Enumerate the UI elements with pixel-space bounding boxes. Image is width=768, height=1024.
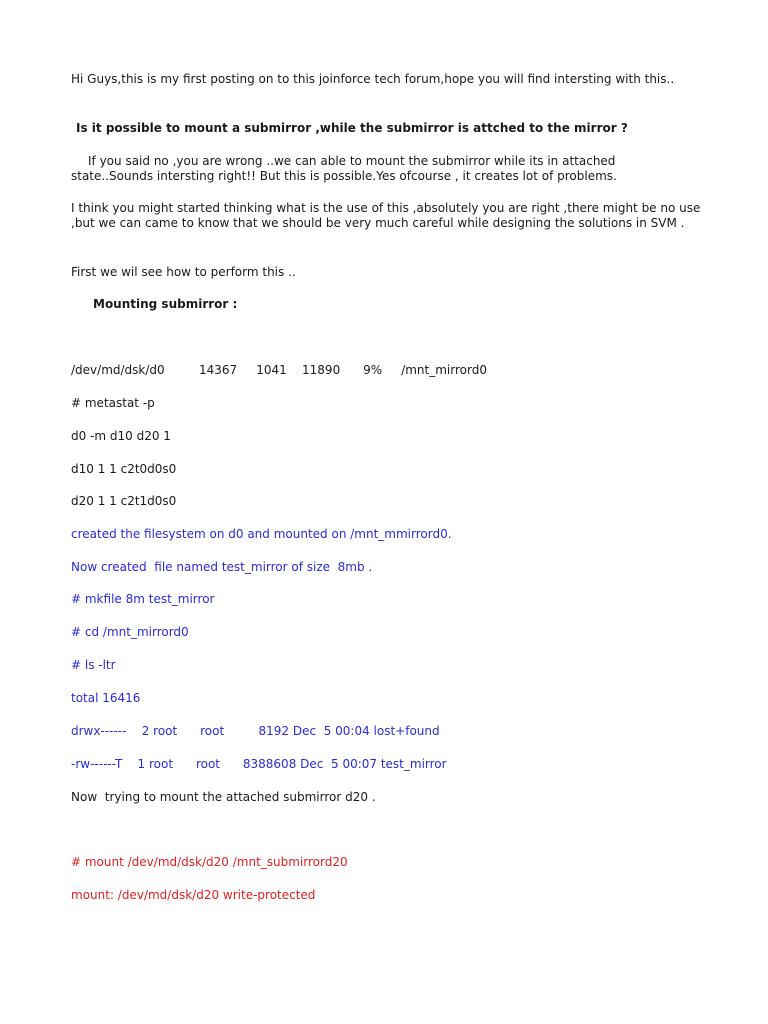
mounting-submirror-heading: Mounting submirror : bbox=[93, 297, 238, 311]
question-heading: Is it possible to mount a submirror ,while the submirror is attched to the mirror ? bbox=[76, 121, 628, 135]
df-output-line: /dev/md/dsk/d0 14367 1041 11890 9% /mnt_mirrord0 bbox=[71, 363, 487, 377]
metastat-d10-line: d10 1 1 c2t0d0s0 bbox=[71, 462, 177, 476]
intro-paragraph: Hi Guys,this is my first posting on to this joinforce tech forum,hope you will find intersting with this.. bbox=[71, 72, 675, 86]
cd-command: # cd /mnt_mirrord0 bbox=[71, 625, 189, 639]
ls-command: # ls -ltr bbox=[71, 658, 116, 672]
ls-total-line: total 16416 bbox=[71, 691, 141, 705]
created-filesystem-line: created the filesystem on d0 and mounted on /mnt_mmirrord0. bbox=[71, 527, 452, 541]
thinking-paragraph: I think you might started thinking what is the use of this ,absolutely you are right ,there might be no use ,but we can came to know that we should be very much careful while designing the solutions in SVM . bbox=[71, 201, 701, 230]
metastat-command: # metastat -p bbox=[71, 396, 155, 410]
mount-command: # mount /dev/md/dsk/d20 /mnt_submirrord20 bbox=[71, 855, 348, 869]
first-line-text: First we wil see how to perform this .. bbox=[71, 265, 296, 279]
mkfile-command: # mkfile 8m test_mirror bbox=[71, 592, 215, 606]
metastat-d0-line: d0 -m d10 d20 1 bbox=[71, 429, 171, 443]
ls-row-lost-found: drwx------ 2 root root 8192 Dec 5 00:04 lost+found bbox=[71, 724, 440, 738]
mount-error-line: mount: /dev/md/dsk/d20 write-protected bbox=[71, 888, 316, 902]
answer-paragraph: If you said no ,you are wrong ..we can able to mount the submirror while its in attached state..Sounds intersting right!! But this is possible.Yes ofcourse , it creates lot of problems. bbox=[71, 154, 617, 183]
ls-row-test-mirror: -rw------T 1 root root 8388608 Dec 5 00:07 test_mirror bbox=[71, 757, 447, 771]
metastat-d20-line: d20 1 1 c2t1d0s0 bbox=[71, 494, 177, 508]
now-trying-line: Now trying to mount the attached submirror d20 . bbox=[71, 790, 376, 804]
created-file-line: Now created file named test_mirror of size 8mb . bbox=[71, 560, 373, 574]
